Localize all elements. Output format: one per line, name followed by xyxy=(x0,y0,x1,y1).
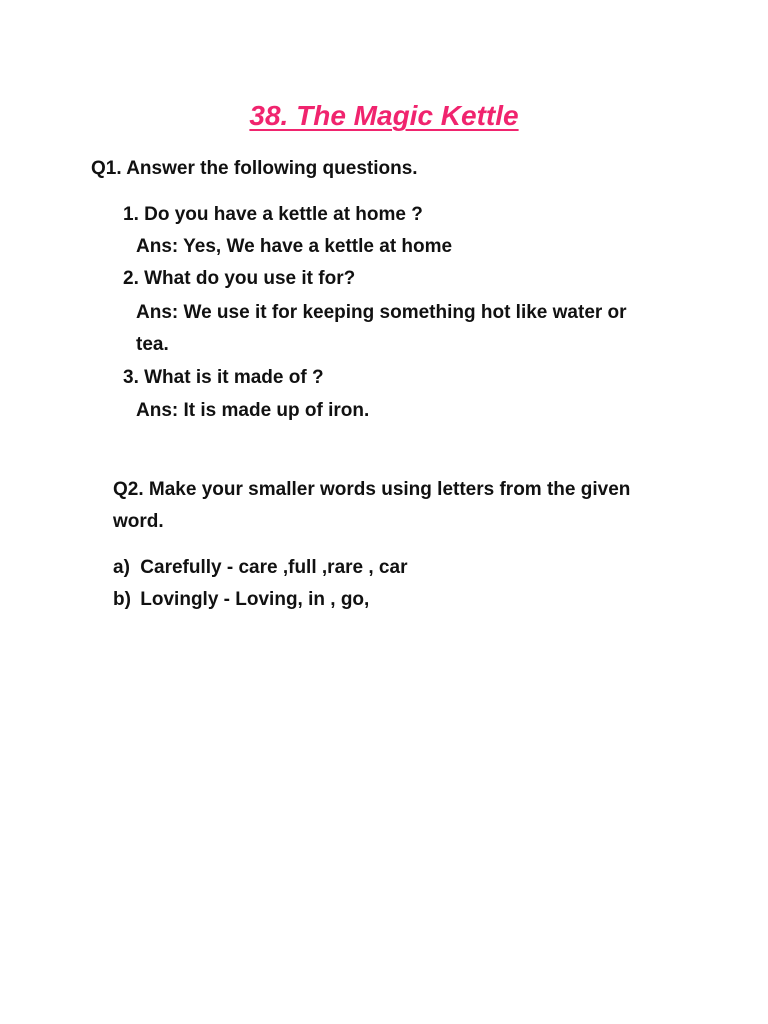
q1-heading: Q1. Answer the following questions. xyxy=(91,158,418,179)
q2-item-a xyxy=(113,555,407,581)
q2-item-b xyxy=(113,587,369,613)
q2-item-b-text: Lovingly - Loving, in , go, xyxy=(140,589,370,610)
q1-answer-2-line-2: tea. xyxy=(136,334,169,355)
q2-item-b-marker: b) xyxy=(113,589,131,610)
q1-question-1: 1. Do you have a kettle at home ? xyxy=(123,204,423,225)
q1-answer-1: Ans: Yes, We have a kettle at home xyxy=(136,236,453,257)
page-title xyxy=(0,96,768,136)
q1-question-3: 3. What is it made of ? xyxy=(123,367,324,388)
q1-answer-2-line-1: Ans: We use it for keeping something hot like water or xyxy=(136,302,627,323)
q1-question-2: 2. What do you use it for? xyxy=(123,268,356,289)
q2-heading-line-1: Q2. Make your smaller words using letters from the given xyxy=(113,479,631,500)
q2-item-a-marker: a) xyxy=(113,557,130,578)
q2-heading-line-2: word. xyxy=(113,511,164,532)
page-title-text: 38. The Magic Kettle xyxy=(249,100,519,131)
q2-item-a-text: Carefully - care ,full ,rare , car xyxy=(140,557,408,578)
q1-answer-3: Ans: It is made up of iron. xyxy=(136,400,370,421)
